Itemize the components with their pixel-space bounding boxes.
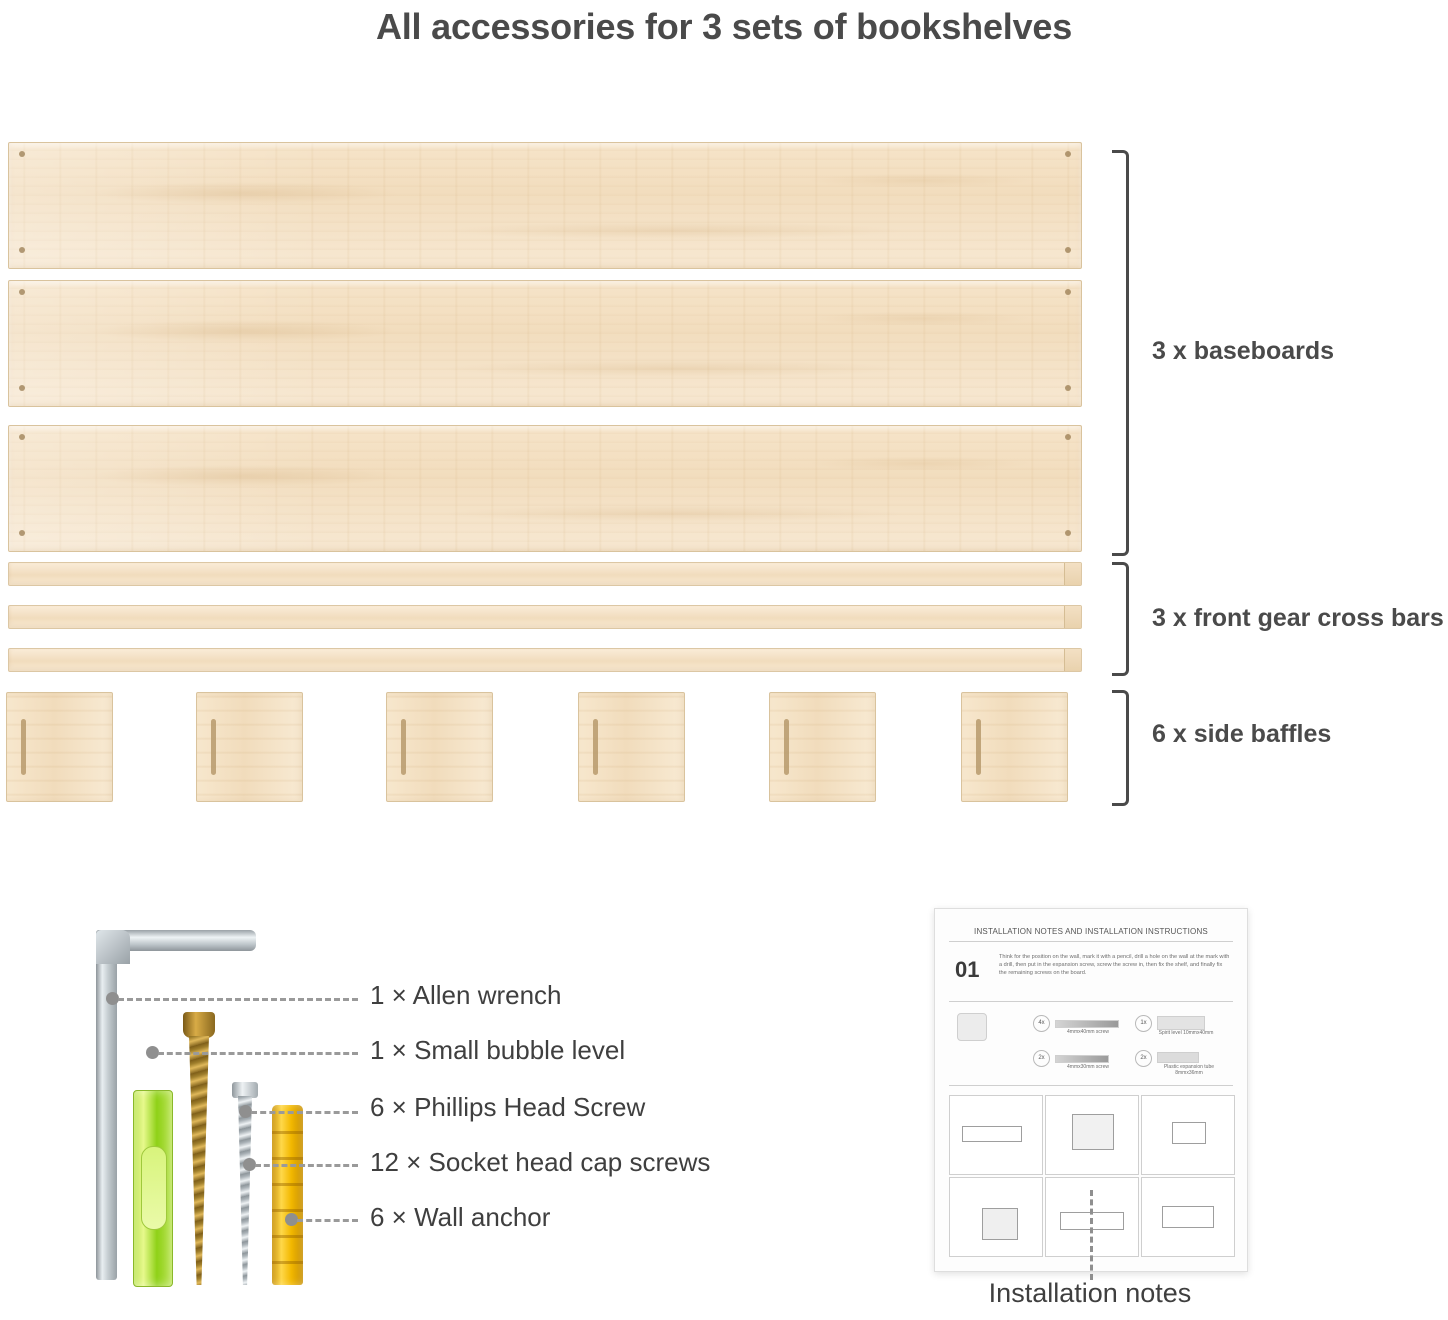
baffle-slot xyxy=(784,719,789,775)
baseboards-label: 3 x baseboards xyxy=(1152,337,1335,365)
baseboard-3 xyxy=(8,425,1082,552)
cross-bar-2 xyxy=(8,605,1082,629)
bar-end-cap xyxy=(1064,606,1081,628)
step-thumb-6 xyxy=(1141,1177,1235,1257)
screw-hole xyxy=(19,151,25,157)
screw-hole xyxy=(1065,385,1071,391)
side-baffles-label: 6 x side baffles xyxy=(1152,720,1332,748)
screw-hole xyxy=(19,385,25,391)
screw-shaft xyxy=(238,1096,252,1285)
screw-hole xyxy=(19,530,25,536)
divider xyxy=(949,941,1233,942)
part-icon-screw xyxy=(1055,1055,1109,1063)
part-name: Spirit level 10mmx40mm xyxy=(1158,1030,1214,1036)
baseboards-bracket xyxy=(1112,150,1129,556)
level-vial xyxy=(141,1146,167,1230)
anchor-ridge xyxy=(272,1235,303,1238)
step-thumb-3 xyxy=(1141,1095,1235,1175)
cross-bars-label: 3 x front gear cross bars xyxy=(1152,604,1444,632)
baffle-slot xyxy=(976,719,981,775)
side-baffles-bracket xyxy=(1112,690,1129,806)
side-baffle xyxy=(769,692,876,802)
screw-shaft xyxy=(189,1036,209,1285)
baffle-slot xyxy=(211,719,216,775)
wood-grain-texture xyxy=(9,426,1081,551)
screw-hole xyxy=(1065,530,1071,536)
baseboard-1 xyxy=(8,142,1082,269)
part-qty: 4x xyxy=(1033,1015,1050,1032)
anchor-ridge xyxy=(272,1131,303,1134)
screw-hole xyxy=(19,289,25,295)
anchor-ridge xyxy=(272,1183,303,1186)
baffle-slot xyxy=(401,719,406,775)
mini-block-icon xyxy=(982,1208,1018,1240)
part-name: Plastic expansion tube 8mmx36mm xyxy=(1163,1064,1215,1076)
side-baffle xyxy=(578,692,685,802)
part-icon-spirit-level xyxy=(957,1013,987,1041)
cross-bar-1 xyxy=(8,562,1082,586)
mini-shelf-icon xyxy=(962,1126,1022,1142)
baseboard-2 xyxy=(8,280,1082,407)
part-name: 4mmx30mm screw xyxy=(1067,1064,1109,1070)
divider xyxy=(949,1001,1233,1002)
baffle-slot xyxy=(593,719,598,775)
notes-leader-line xyxy=(1090,1190,1093,1280)
mini-anchor-icon xyxy=(1172,1122,1206,1144)
screw-head xyxy=(232,1082,258,1098)
part-name: 4mmx40mm screw xyxy=(1067,1029,1109,1035)
leader-line-allen-wrench xyxy=(118,998,358,1001)
leader-line-wall-anchor xyxy=(297,1219,358,1222)
side-baffle xyxy=(6,692,113,802)
notes-step-number: 01 xyxy=(955,957,980,982)
installation-notes-caption: Installation notes xyxy=(988,1278,1192,1308)
part-icon-screw xyxy=(1055,1020,1119,1028)
side-baffle xyxy=(386,692,493,802)
part-qty: 2x xyxy=(1033,1050,1050,1067)
cross-bars-bracket xyxy=(1112,562,1129,676)
hardware-label-phillips-screw: 6 × Phillips Head Screw xyxy=(370,1092,646,1122)
screw-hole xyxy=(1065,434,1071,440)
screw-hole xyxy=(19,434,25,440)
hardware-label-bubble-level: 1 × Small bubble level xyxy=(370,1035,626,1065)
bar-end-cap xyxy=(1064,563,1081,585)
hardware-label-socket-cap-screws: 12 × Socket head cap screws xyxy=(370,1147,711,1177)
side-baffle xyxy=(961,692,1068,802)
wood-grain-texture xyxy=(9,281,1081,406)
screw-head xyxy=(183,1012,215,1038)
allen-wrench-icon xyxy=(96,930,117,1280)
part-qty: 2x xyxy=(1135,1050,1152,1067)
wood-grain-texture xyxy=(9,143,1081,268)
screw-hole xyxy=(1065,247,1071,253)
side-baffle xyxy=(196,692,303,802)
leader-line-bubble-level xyxy=(158,1052,358,1055)
leader-line-phillips-screw xyxy=(251,1111,358,1114)
bar-end-cap xyxy=(1064,649,1081,671)
mini-books-icon xyxy=(1162,1206,1214,1228)
step-thumb-4 xyxy=(949,1177,1043,1257)
screw-hole xyxy=(19,247,25,253)
step-thumb-1 xyxy=(949,1095,1043,1175)
divider xyxy=(949,1085,1233,1086)
part-icon-level xyxy=(1157,1016,1205,1030)
leader-line-socket-cap-screws xyxy=(255,1164,358,1167)
wall-anchor-icon xyxy=(272,1105,303,1285)
hardware-label-allen-wrench: 1 × Allen wrench xyxy=(370,980,562,1010)
bubble-level-icon xyxy=(133,1090,173,1287)
screw-hole xyxy=(1065,151,1071,157)
part-icon-expansion-tube xyxy=(1157,1052,1199,1063)
anchor-ridge xyxy=(272,1261,303,1264)
baffle-slot xyxy=(21,719,26,775)
anchor-ridge xyxy=(272,1209,303,1212)
anchor-ridge xyxy=(272,1157,303,1160)
mini-wall-icon xyxy=(1072,1114,1114,1150)
part-qty: 1x xyxy=(1135,1015,1152,1032)
hardware-label-wall-anchor: 6 × Wall anchor xyxy=(370,1202,551,1232)
allen-wrench-elbow xyxy=(96,930,130,964)
cross-bar-3 xyxy=(8,648,1082,672)
screw-hole xyxy=(1065,289,1071,295)
page-title: All accessories for 3 sets of bookshelves xyxy=(375,6,1073,47)
notes-paragraph: Think for the position on the wall, mark it with a pencil, drill a hole on the wall at the mark with a drill, then put in the expansion screw, screw the screw in, then fix the shelf, and finally fix the remaining screws on the board. xyxy=(999,954,1230,976)
notes-card-title: INSTALLATION NOTES AND INSTALLATION INSTRUCTIONS xyxy=(974,927,1208,936)
step-thumb-2 xyxy=(1045,1095,1139,1175)
